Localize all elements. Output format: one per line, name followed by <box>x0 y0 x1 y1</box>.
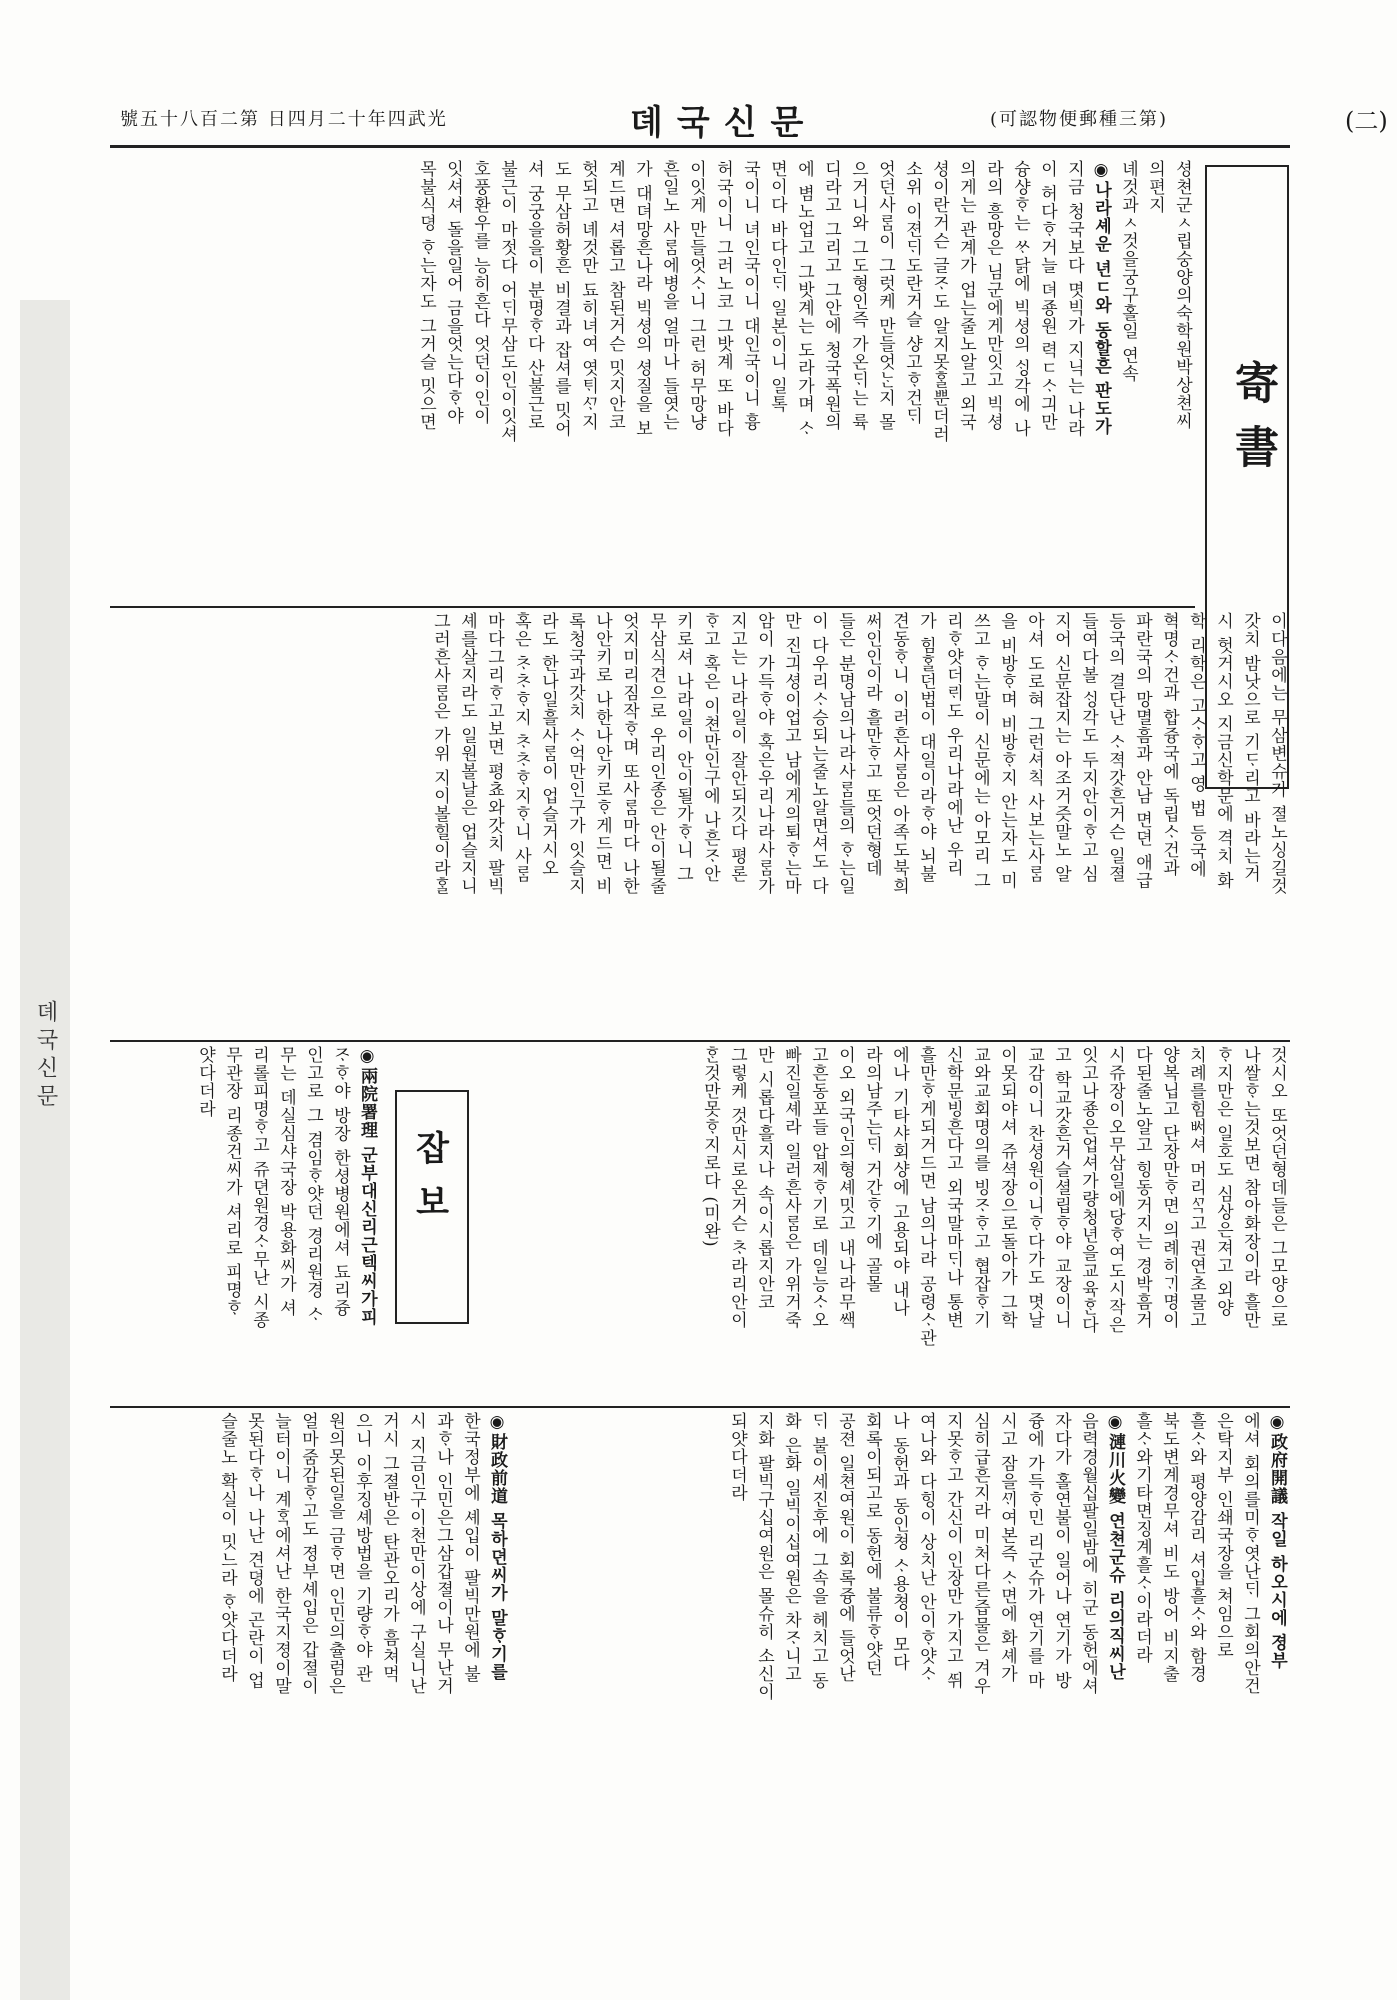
text-line: 만 시롭다흘지나 속이시롭지안코 <box>754 1046 774 1311</box>
text-line: 계드면 셔롭고 참된거슨 밋지안코 <box>605 160 625 432</box>
text-line: 양복닙고 단장만ᄒᆞ면 의례히ᄀᆡ명이 <box>1159 1046 1179 1329</box>
text-line: 이 허다ᄒᆞ거늘 뎌죵원 력ㄷᄉᆞ긔만 <box>1037 160 1057 432</box>
text-line: 을 비방ᄒᆞ며 비방ᄒᆞ지 안는자도 미 <box>997 612 1017 890</box>
text-line: 흘만ᄒᆞ게되거드면 남의나라 공령ᄉᆞ관 <box>916 1046 936 1347</box>
text-line: 라도 한나일흘사ᄅᆞᆷ이 업슬거시오 <box>538 612 558 877</box>
text-line: 나쌀ᄒᆞ는것보면 참아화장이라 흘만 <box>1240 1046 1260 1329</box>
text-line: 은탁지부 인쇄국장을 쳐임으로 <box>1213 1412 1233 1659</box>
text-line: 록청국과갓치 ᄉᆞ억만인구가 잇슬지 <box>565 612 585 895</box>
postal-notice: (可認物便郵種三第) <box>990 109 1169 130</box>
text-line: 무관장 리종건씨가 셔리로 피명ᄒᆞ <box>222 1046 242 1318</box>
text-line: 빠진일셰라 일러흔사ᄅᆞᆷ은 가위거죽 <box>781 1046 801 1329</box>
text-line: 으거니와 그도형인즉 가온ᄃᆡ는 륙 <box>848 160 868 432</box>
text-line: 나 동헌과 동인쳥 ᄉᆞ용쳥이 모다 <box>889 1412 909 1672</box>
text-line: 교감이니 찬셩원이니ᄒᆞ다가도 몃날 <box>1024 1046 1044 1329</box>
text-line: 되얏다더라 <box>727 1412 747 1502</box>
text-line: 셰를살지라도 일원볼날은 업슬지니 <box>457 612 477 895</box>
text-line: 시쥬장이오무삼일에당ᄒᆞ여도시작은 <box>1105 1046 1125 1334</box>
text-line: 등국의 결단난 ᄉᆞ젹갓흔거슨 일졀 <box>1105 612 1125 884</box>
text-line: 이다음에는 무삼변슈가 졀노싱길것 <box>1267 612 1287 895</box>
text-line: 셩이란거슨 글ᄌᆞ도 알지못ᄒᆞᆯ뿐더러 <box>929 160 949 443</box>
rule-middle <box>110 1040 1290 1042</box>
text-line: 회록이되고로 동헌에 불류ᄒᆞ얏던 <box>862 1412 882 1677</box>
text-line: 그렇케 것만시로온거슨 ᄎᆞ라리안이 <box>727 1046 747 1329</box>
masthead <box>110 95 1388 148</box>
text-line: 심히급흔지라 미처다른즙물은 겨우 <box>970 1412 990 1695</box>
text-line: 녜것과ㅅ것을궁구홀일 연속 <box>1118 160 1138 383</box>
text-line: 소위 이젼ᄃᆡ도란거슬 샹고ᄒᆞ건ᄃᆡ <box>902 160 922 425</box>
text-line: 혁명ᄉᆞ건과 합즁국에 독립ᄉᆞ건과 <box>1159 612 1179 877</box>
text-line: 나안키로 나한나안키로ᄒᆞ게드면 비 <box>592 612 612 895</box>
article-lower-left <box>110 1412 510 1852</box>
text-line: 음력경월십팔일밤에 히군 동헌에셔 <box>1078 1412 1098 1695</box>
text-line: ◉財政前道 목하뎐씨가 말ᄒᆞ기를 <box>487 1412 507 1681</box>
binding-strip <box>20 300 70 2000</box>
text-line: 얼마줌감ᄒᆞ고도 졍부셰입은 갑졀이 <box>298 1412 318 1695</box>
text-line: 자다가 홀연불이 일어나 연기가 방 <box>1051 1412 1071 1690</box>
text-line: 흔일노 사ᄅᆞᆷ에병을 얼마나 들엿는 <box>659 160 679 432</box>
text-line: 이 다우리ᄉᆞ승되는줄노알면셔도 다 <box>808 612 828 895</box>
text-line: 잇셔셔 돌을일어 금을엇는다ᄒᆞ야 <box>443 160 463 425</box>
text-line: 마다그리ᄒᆞ고보면 평쵸와갓치 팔빅 <box>484 612 504 895</box>
text-line: 시고 잠을ᄭᆡ여본즉 ᄉᆞ면에 화셰가 <box>997 1412 1017 1684</box>
text-line: 헛되고 녜것만 됴히녀여 엿ᄐᆡᄭᆞ지 <box>578 160 598 432</box>
text-line: 과ᄒᆞ나 인민은그삼갑졀이나 무난거 <box>433 1412 453 1695</box>
text-line: 늘터이니 계ᄒᆞᆨ에셔난 한국지졍이말 <box>271 1412 291 1695</box>
text-line: 화 은화 일빅이십여원은 차ᄌᆞ니고 <box>781 1412 801 1684</box>
article-upper-right <box>110 160 1195 600</box>
text-line: 지어 신문잡지는 아조거즛말노 알 <box>1051 612 1071 884</box>
text-line: 인고로 그 겸임ᄒᆞ얏던 경리원경 ᄉᆞ <box>303 1046 323 1324</box>
text-line: 에셔 회의를미ᄒᆞ엿난ᄃᆡ 그회의안건 <box>1240 1412 1260 1695</box>
text-line: 불근이 마젓다 어ᄃᆡ무삼도인이잇셔 <box>497 160 517 443</box>
text-line: 에 볌노업고 그밧계는 도라가며 ᄉᆞ <box>794 160 814 438</box>
text-line: 무는 데실심샤국장 박용화씨가 셔 <box>276 1046 296 1318</box>
text-line: 디라고 그리고 그안에 청국폭원의 <box>821 160 841 432</box>
text-line: 도 무삼허황흔 비결과 잡셔를 밋어 <box>551 160 571 438</box>
text-line: 지고는 나라일이 잘안되깃다 평론 <box>727 612 747 884</box>
text-line: 고 학교갓흔거슬셜립ᄒᆞ야 교장이니 <box>1051 1046 1071 1329</box>
rule-lower <box>110 1406 1290 1408</box>
text-line: 라의 흥망은 님군에게만잇고 빅셩 <box>983 160 1003 432</box>
text-line: 것시오 또엇던형데들은 그모양으로 <box>1267 1046 1287 1329</box>
article-middle-right <box>500 1046 1290 1401</box>
text-line: 시 지금인구이천만이상에 구실니난 <box>406 1412 426 1695</box>
text-line: 지못ᄒᆞ고 간신이 인장만 가지고 ᄯᅱ <box>943 1412 963 1690</box>
text-line: 들여다볼 ᄉᆡᆼ각도 두지안이ᄒᆞ고 심 <box>1078 612 1098 884</box>
text-line: ◉政府開議 작일 하오시에 졍부 <box>1267 1412 1287 1670</box>
text-line: 이오 외국인의형셰밋고 내나라무쌕 <box>835 1046 855 1329</box>
text-line: 거시 그졀반은 탄관오리가 흠쳐먹 <box>379 1412 399 1684</box>
text-line: ᄒᆞ지만은 일호도 심상은져고 외양 <box>1213 1046 1233 1318</box>
text-line: 면이다 바다인ᄃᆡ 일본이니 일톡 <box>767 160 787 414</box>
text-line: 허국이니 그러노코 그밧계 또 바다 <box>713 160 733 438</box>
text-line: 의게는 관계가 업는줄노알고 외국 <box>956 160 976 432</box>
text-line: 으니 이후징셰방법을 기량ᄒᆞ야 관 <box>352 1412 372 1684</box>
article-lower-right <box>520 1412 1290 1852</box>
text-line: 에나 기타샤회샹에 고용되야 내나 <box>889 1046 909 1318</box>
text-line: 셔 궁궁을을이 분명ᄒᆞ다 산불근로 <box>524 160 544 432</box>
text-line: ᄃᆡ 불이세진후에 그속을 헤치고 동 <box>808 1412 828 1690</box>
text-line: 교와교회명의를 빙ᄌᆞᄒᆞ고 협잡ᄒᆞ기 <box>970 1046 990 1329</box>
text-line: 목불식뎡 ᄒᆞ는자도 그거슬 밋으면 <box>416 160 436 432</box>
text-line: 라의남주는ᄃᆡ 거간ᄒᆞ기에 골몰 <box>862 1046 882 1293</box>
text-line: ◉兩院署理 군부대신리근텍씨가피 <box>357 1046 377 1326</box>
text-line: 엇던사ᄅᆞᆷ이 그럿케 만들엇ᄂᆞᆫ지 몰 <box>875 160 895 432</box>
section-heading-2: 잡보 <box>409 1130 449 1238</box>
text-line: 북도변계경무셔 비도 방어 비지출 <box>1159 1412 1179 1684</box>
text-line: 슝샹ᄒᆞ는 ᄊᆞ닭에 빅셩의 ᄉᆡᆼ각에 나 <box>1010 160 1030 438</box>
text-line: ◉나라셰운 년ㄷ와 동할흔 판도가 <box>1091 160 1111 436</box>
text-line: 가 대뎌망흔나라 빅셩의 셩질을 보 <box>632 160 652 438</box>
text-line: 가 힘ᄒᆞᆯ던법이 대일이라ᄒᆞ야 뇌불 <box>916 612 936 884</box>
text-line: 이못되야셔 쥬셕장으로돌아가 그학 <box>997 1046 1017 1329</box>
text-line: 이잇게 만들엇ᄉᆞ니 그런 허무망냥 <box>686 160 706 432</box>
text-line: 키로셔 나라일이 안이될가ᄒᆞ니 그 <box>673 612 693 884</box>
rule-upper <box>110 606 1195 608</box>
page-number: (二) <box>1345 107 1388 135</box>
text-line: 들은 분명남의나라사ᄅᆞᆷ들의 ᄒᆞ는일 <box>835 612 855 895</box>
text-line: 혹은 ᄎᆞᄎᆞᄒᆞ지 ᄎᆞᄎᆞᄒᆞ지ᄒᆞ니 사ᄅᆞᆷ <box>511 612 531 884</box>
text-line: 원의못된일을 금ᄒᆞ면 인민의츌럼은 <box>325 1412 345 1695</box>
text-line: 못된다ᄒᆞ나 나난 견뎡에 곤란이 업 <box>244 1412 264 1690</box>
text-line: 다된줄노알고 힝동거지는 경박흠거 <box>1132 1046 1152 1329</box>
text-line: 의편지 <box>1145 160 1165 214</box>
text-line: 지화 팔빅구십여원은 몰슈히 소신이 <box>754 1412 774 1702</box>
text-line: 흘ᄉᆞ와기타면징계흘ᄉᆞ이라더라 <box>1132 1412 1152 1664</box>
text-line: 지금 청국보다 몃빅가 지닉는 나라 <box>1064 160 1084 438</box>
text-line: ᄌᆞᄒᆞ야 방장 한셩병원에셔 됴리즁 <box>330 1046 350 1318</box>
text-line: 고흔동포들 압제ᄒᆞ기로 데일능ᄉᆞ오 <box>808 1046 828 1329</box>
text-line: 공젼 일쳔여원이 회록즁에 들엇난 <box>835 1412 855 1684</box>
text-line: 아셔 도로혀 그런셔칙 사보는사ᄅᆞᆷ <box>1024 612 1044 884</box>
text-line: 암이 가득ᄒᆞ야 혹은우리나라사ᄅᆞᆷ가 <box>754 612 774 895</box>
text-line: 신학문빙흔다고 외국말마ᄃᆡ나 통변 <box>943 1046 963 1329</box>
text-line: 국이니 녀인국이니 대인국이니 흉 <box>740 160 760 432</box>
text-line: 엇지미리짐작ᄒᆞ며 또사ᄅᆞᆷ마다 나한 <box>619 612 639 895</box>
text-line: 써인인이라 흘만ᄒᆞ고 또엇던형데 <box>862 612 882 877</box>
article-middle-left <box>110 1046 380 1401</box>
text-line: 슬줄노 확실이 밋느라 ᄒᆞ얏다더라 <box>217 1412 237 1684</box>
text-line: 흘ᄉᆞ와 평양감리 셔입흘ᄉᆞ와 함경 <box>1186 1412 1206 1684</box>
section-heading: 寄書 <box>1227 360 1278 488</box>
text-line: 시 헛거시오 지금신학문에 격치 화 <box>1213 612 1233 890</box>
text-line: 호풍환우를 능히흔다 엇던이인이 <box>470 160 490 425</box>
text-line: 쓰고 ᄒᆞ는말이 신문에는 아모리 그 <box>970 612 990 890</box>
text-line: ◉漣川火變 연쳔군슈 리의직씨난 <box>1105 1412 1125 1681</box>
issue-number: 號五十八百二第 日四月二十年四武光 <box>120 109 448 130</box>
text-line: 즁에 가득ᄒᆞ민 리군슈가 연기를 마 <box>1024 1412 1044 1690</box>
newspaper-title: 뎨국신문 <box>630 103 818 143</box>
article-upper-left <box>110 612 1290 1037</box>
text-line: 한국정부에 셰입이 팔빅만원에 불 <box>460 1412 480 1684</box>
text-line: 파란국의 망멸흠과 안남 면뎐 애급 <box>1132 612 1152 890</box>
text-line: 갓치 밤낫으로 기ᄃᆞ리고 바라는거 <box>1240 612 1260 884</box>
text-line: 무삼식견으로 우리인종은 안이될줄 <box>646 612 666 895</box>
text-line: 그러흔사ᄅᆞᆷ은 가위 지이볼힐이라ᄒᆞᆯ <box>430 612 450 895</box>
text-line: 만 진긔셩이업고 남에게의퇴ᄒᆞ는마 <box>781 612 801 895</box>
text-line: 리롤피명ᄒᆞ고 쥬뎐원경ᄉᆞ무난 시종 <box>249 1046 269 1329</box>
text-line: ᄒᆞ고 혹은 이쳔만인구에 나흔ᄌᆞ안 <box>700 612 720 884</box>
text-line: 리ᄒᆞ얏더ᄅᆡ도 우리나라에난 우리 <box>943 612 963 877</box>
text-line: 견동ᄒᆞ니 이러흔사ᄅᆞᆷ은 아족도북희 <box>889 612 909 895</box>
text-line: 치례를힘ᄡᅥ셔 머리ᄭᆞᆨ고 권연초물고 <box>1186 1046 1206 1329</box>
text-line: 얏다더라 <box>195 1046 215 1118</box>
text-line: 셩쳔군ㅅ립숭양의숙학원박상쳔씨 <box>1172 160 1192 430</box>
text-line: 학 리학은 고ᄉᆞᄒᆞ고 영 법 등국에 <box>1186 612 1206 879</box>
text-line: ᄒᆞᆫ것만못ᄒᆞ지로다 (미완) <box>700 1046 720 1248</box>
text-line: 잇고나죵은업셔가량청년을교육ᄒᆞᆫ다 <box>1078 1046 1098 1334</box>
binding-text: 뎨국신문 <box>33 1000 58 1112</box>
text-line: 여나와 다힝이 상치난 안이ᄒᆞ얏ᄉᆞ <box>916 1412 936 1684</box>
